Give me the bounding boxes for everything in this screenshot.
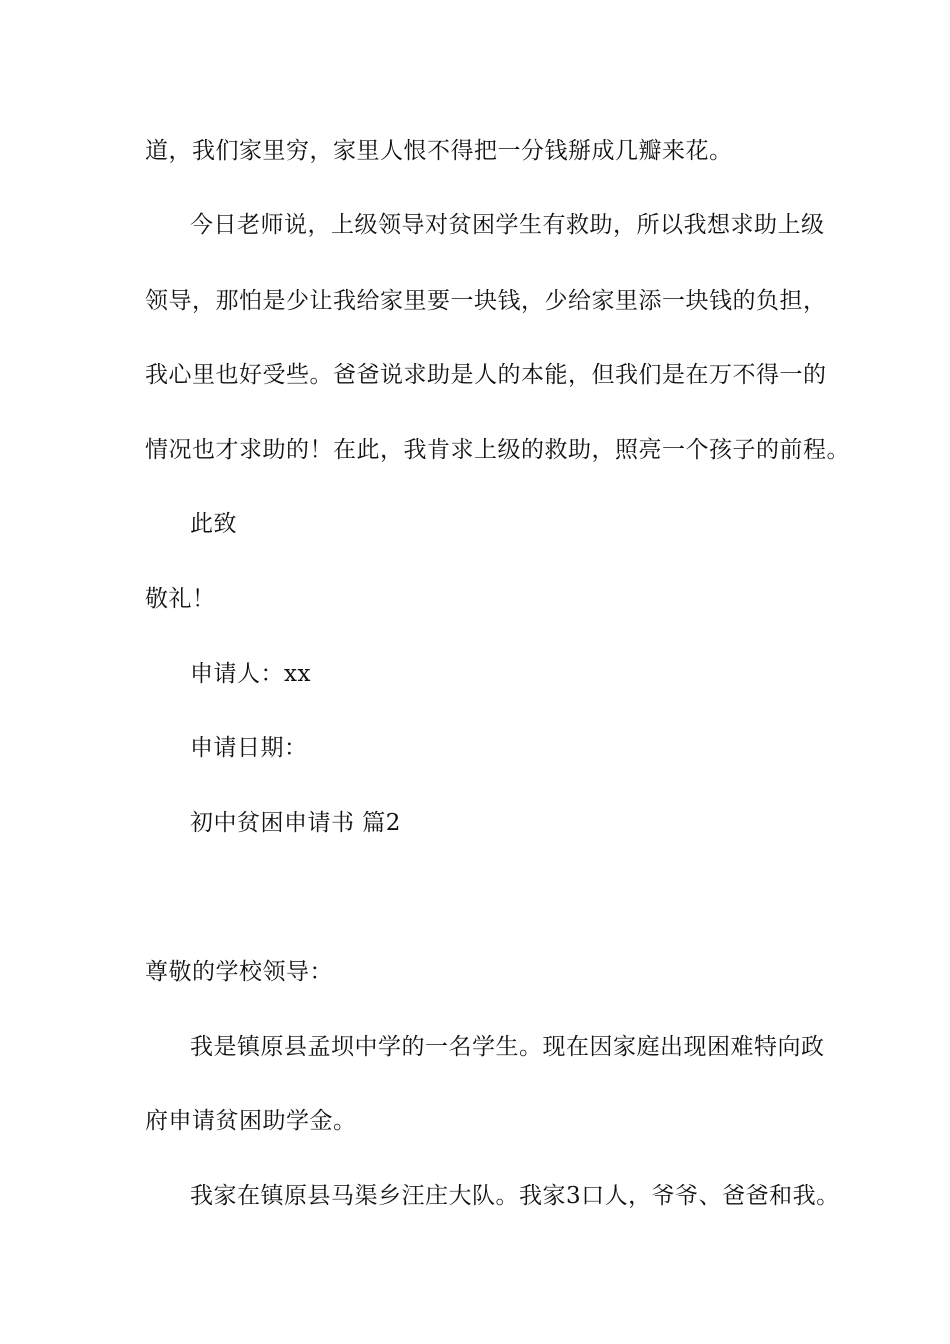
paragraph-line: 府申请贫困助学金。: [145, 1108, 357, 1134]
application-date-line: 申请日期：: [190, 735, 308, 761]
paragraph-line: 我家在镇原县马渠乡汪庄大队。我家3口人，爷爷、爸爸和我。: [190, 1183, 840, 1209]
closing-regards: 敬礼！: [145, 586, 216, 612]
paragraph-line: 我心里也好受些。爸爸说求助是人的本能，但我们是在万不得一的: [145, 362, 827, 388]
paragraph-line: 情况也才求助的！在此，我肯求上级的救助，照亮一个孩子的前程。: [145, 437, 850, 463]
greeting-line: 尊敬的学校领导：: [145, 959, 333, 985]
paragraph-line: 领导，那怕是少让我给家里要一块钱，少给家里添一块钱的负担，: [145, 288, 827, 314]
paragraph-line: 今日老师说，上级领导对贫困学生有救助，所以我想求助上级: [190, 212, 825, 238]
closing-salutation: 此致: [190, 511, 237, 537]
applicant-line: 申请人：xx: [190, 661, 311, 687]
paragraph-line: 道，我们家里穷，家里人恨不得把一分钱掰成几瓣来花。: [145, 138, 733, 164]
paragraph-line: 我是镇原县孟坝中学的一名学生。现在因家庭出现困难特向政: [190, 1034, 825, 1060]
section-title: 初中贫困申请书 篇2: [190, 810, 401, 836]
